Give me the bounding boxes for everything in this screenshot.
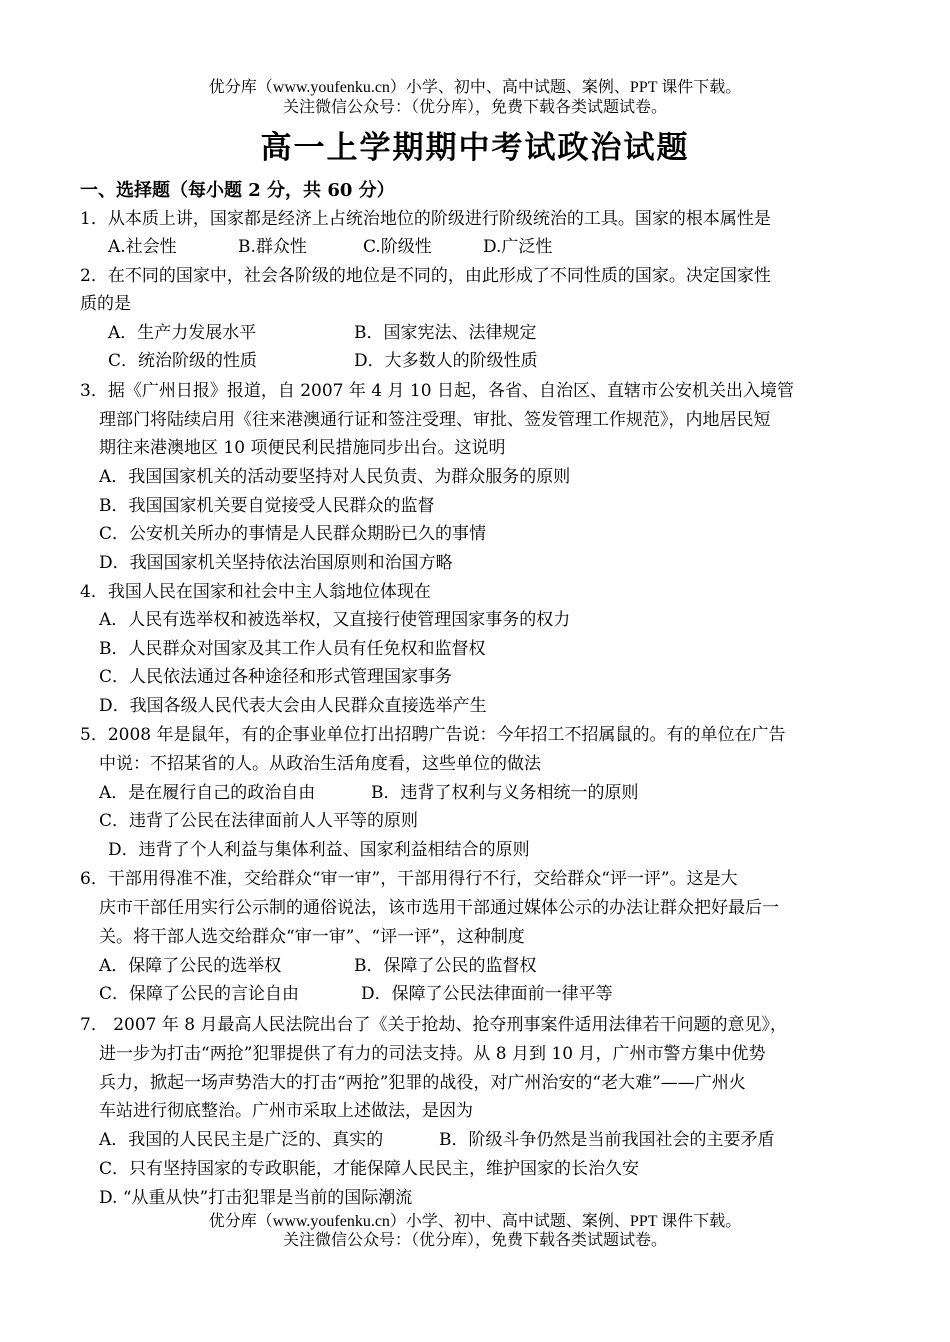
q7-stem-line-1: 7． 2007 年 8 月最高人民法院出台了《关于抢劫、抢夺刑事案件适用法律若干问题的意见》， bbox=[80, 1015, 788, 1035]
q5-option-b: B．违背了权利与义务相统一的原则 bbox=[371, 783, 639, 803]
q7-option-a: A．我国的人民民主是广泛的、真实的 bbox=[99, 1130, 384, 1150]
q2-option-d: D．大多数人的阶级性质 bbox=[354, 351, 538, 371]
q2-stem-line-1: 2．在不同的国家中，社会各阶级的地位是不同的，由此形成了不同性质的国家。决定国家性 bbox=[80, 266, 771, 286]
q7-stem-line-2: 进一步为打击“两抢”犯罪提供了有力的司法支持。从 8 月到 10 月，广州市警方集中优势 bbox=[99, 1044, 766, 1064]
page-title: 高一上学期期中考试政治试题 bbox=[260, 130, 690, 166]
q7-stem-line-4: 车站进行彻底整治。广州市采取上述做法，是因为 bbox=[99, 1101, 473, 1121]
q2-stem-line-2: 质的是 bbox=[80, 294, 131, 314]
header-line-1: 优分库（www.youfenku.cn）小学、初中、高中试题、案例、PPT 课件下载。 bbox=[208, 79, 742, 96]
q3-option-d: D．我国国家机关坚持依法治国原则和治国方略 bbox=[99, 553, 453, 573]
header-line-2: 关注微信公众号：（优分库），免费下载各类试题试卷。 bbox=[282, 99, 667, 116]
q1-options bbox=[108, 234, 552, 260]
q6-options-row-2 bbox=[99, 981, 613, 1007]
q3-stem-line-1: 3．据《广州日报》报道，自 2007 年 4 月 10 日起，各省、自治区、直辖市公安机关出入境管 bbox=[80, 381, 794, 401]
q1-option-d: D.广泛性 bbox=[483, 237, 553, 257]
q6-option-a: A．保障了公民的选举权 bbox=[99, 956, 282, 976]
q2-options-row-1 bbox=[108, 320, 537, 346]
q1-option-a: A.社会性 bbox=[108, 237, 177, 257]
q6-stem-line-2: 庆市干部任用实行公示制的通俗说法，该市选用干部通过媒体公示的办法让群众把好最后一 bbox=[99, 898, 779, 918]
footer-line-2: 关注微信公众号：（优分库），免费下载各类试题试卷。 bbox=[282, 1232, 667, 1249]
footer-line-1: 优分库（www.youfenku.cn）小学、初中、高中试题、案例、PPT 课件下载。 bbox=[208, 1213, 742, 1230]
q7-options-row-1 bbox=[99, 1127, 775, 1153]
q5-stem-line-2: 中说：不招某省的人。从政治生活角度看，这些单位的做法 bbox=[99, 754, 541, 774]
q6-option-c: C．保障了公民的言论自由 bbox=[99, 984, 300, 1004]
q1-option-c: C.阶级性 bbox=[363, 237, 432, 257]
q3-option-c: C．公安机关所办的事情是人民群众期盼已久的事情 bbox=[99, 524, 487, 544]
q7-option-b: B．阶级斗争仍然是当前我国社会的主要矛盾 bbox=[439, 1130, 775, 1150]
q6-option-d: D．保障了公民法律面前一律平等 bbox=[361, 984, 613, 1004]
q4-option-b: B．人民群众对国家及其工作人员有任免权和监督权 bbox=[99, 639, 486, 659]
q3-option-b: B．我国国家机关要自觉接受人民群众的监督 bbox=[99, 496, 435, 516]
q4-option-c: C．人民依法通过各种途径和形式管理国家事务 bbox=[99, 667, 453, 687]
q3-stem-line-3: 期往来港澳地区 10 项便民利民措施同步出台。这说明 bbox=[99, 438, 506, 458]
q6-option-b: B．保障了公民的监督权 bbox=[354, 956, 537, 976]
q3-stem-line-2: 理部门将陆续启用《往来港澳通行证和签注受理、审批、签发管理工作规范》，内地居民短 bbox=[99, 410, 771, 430]
q1-stem: 1．从本质上讲，国家都是经济上占统治地位的阶级进行阶级统治的工具。国家的根本属性是 bbox=[80, 209, 771, 229]
q2-option-a: A．生产力发展水平 bbox=[108, 323, 257, 343]
q7-stem-line-3: 兵力，掀起一场声势浩大的打击“两抢”犯罪的战役，对广州治安的“老大难”——广州火 bbox=[99, 1073, 746, 1093]
q4-stem: 4．我国人民在国家和社会中主人翁地位体现在 bbox=[80, 582, 431, 602]
q7-option-c: C．只有坚持国家的专政职能，才能保障人民民主，维护国家的长治久安 bbox=[99, 1159, 640, 1179]
q2-option-b: B．国家宪法、法律规定 bbox=[354, 323, 537, 343]
q5-stem-line-1: 5．2008 年是鼠年，有的企事业单位打出招聘广告说：今年招工不招属鼠的。有的单位在广告 bbox=[80, 725, 786, 745]
q3-option-a: A．我国国家机关的活动要坚持对人民负责、为群众服务的原则 bbox=[99, 467, 571, 487]
q7-option-d: D. “从重从快”打击犯罪是当前的国际潮流 bbox=[99, 1188, 413, 1208]
q4-option-a: A．人民有选举权和被选举权，又直接行使管理国家事务的权力 bbox=[99, 610, 571, 630]
q1-option-b: B.群众性 bbox=[238, 237, 307, 257]
q5-option-d: D．违背了个人利益与集体利益、国家利益相结合的原则 bbox=[108, 840, 530, 860]
q5-option-a: A．是在履行自己的政治自由 bbox=[99, 783, 316, 803]
section-heading: 一、选择题（每小题 2 分，共 60 分） bbox=[80, 180, 395, 201]
q5-options-row-1 bbox=[99, 780, 639, 806]
q6-stem-line-1: 6．干部用得准不准，交给群众“审一审”，干部用得行不行，交给群众“评一评”。这是大 bbox=[80, 869, 738, 889]
q2-option-c: C．统治阶级的性质 bbox=[108, 351, 258, 371]
q6-options-row-1 bbox=[99, 953, 537, 979]
q6-stem-line-3: 关。将干部人选交给群众“审一审”、“评一评”，这种制度 bbox=[99, 927, 525, 947]
q2-options-row-2 bbox=[108, 348, 538, 374]
q4-option-d: D．我国各级人民代表大会由人民群众直接选举产生 bbox=[99, 696, 487, 716]
q5-option-c: C．违背了公民在法律面前人人平等的原则 bbox=[99, 811, 419, 831]
